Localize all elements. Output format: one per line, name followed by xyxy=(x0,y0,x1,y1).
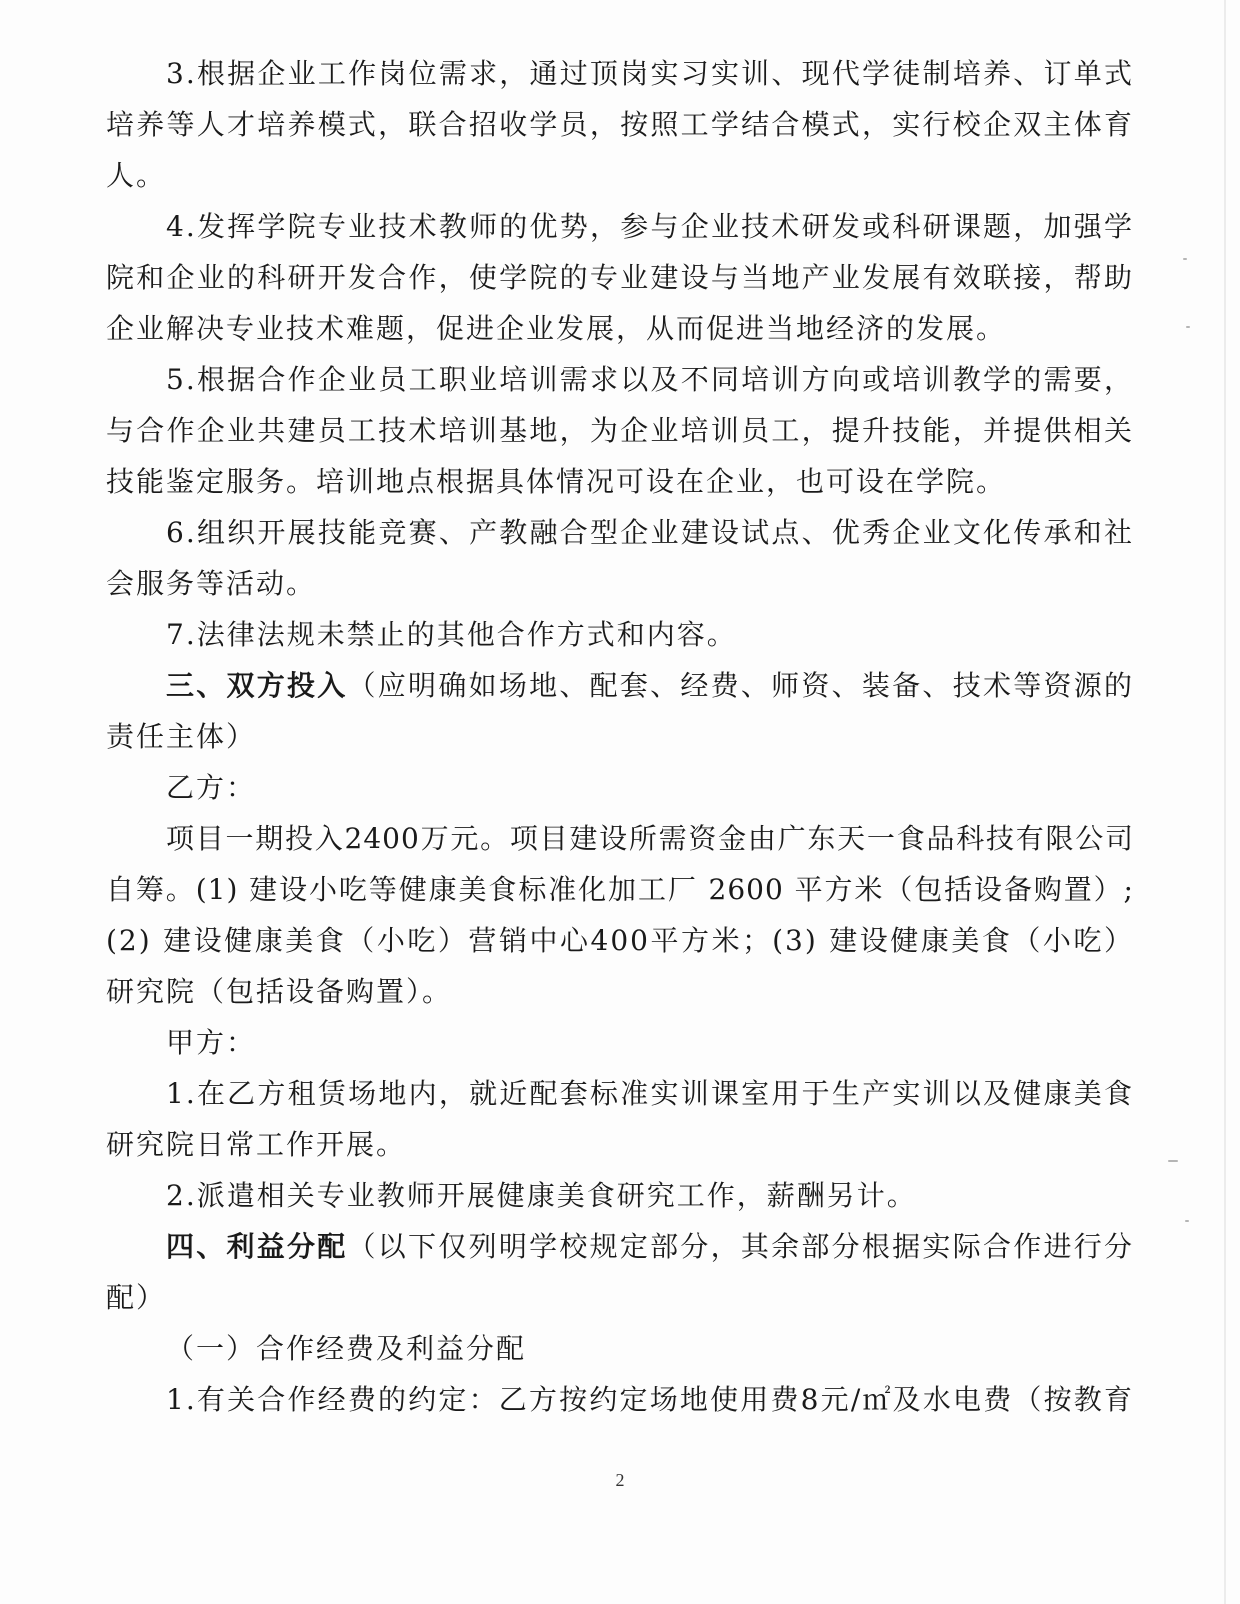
text-line xyxy=(106,303,1134,354)
scan-speck xyxy=(1185,1220,1189,1222)
text-line xyxy=(106,150,1134,201)
line-text: 院和企业的科研开发合作，使学院的专业建设与当地产业发展有效联接，帮助 xyxy=(106,261,1134,294)
text-line xyxy=(106,609,1134,660)
line-text: 2.派遣相关专业教师开展健康美食研究工作，薪酬另计。 xyxy=(166,1179,917,1212)
line-text: （以下仅列明学校规定部分，其余部分根据实际合作进行分 xyxy=(347,1230,1134,1263)
section-heading-line xyxy=(106,1221,1134,1272)
line-text: 企业解决专业技术难题，促进企业发展，从而促进当地经济的发展。 xyxy=(106,312,1007,345)
text-line xyxy=(106,1170,1134,1221)
line-text: 培养等人才培养模式，联合招收学员，按照工学结合模式，实行校企双主体育 xyxy=(106,108,1134,141)
text-line xyxy=(106,99,1134,150)
text-line xyxy=(106,252,1134,303)
text-line xyxy=(106,1017,1134,1068)
text-line xyxy=(106,1068,1134,1119)
text-line xyxy=(106,1323,1134,1374)
line-text: 与合作企业共建员工技术培训基地，为企业培训员工，提升技能，并提供相关 xyxy=(106,414,1134,447)
line-text: 配） xyxy=(106,1281,167,1314)
section-heading: 三、双方投入 xyxy=(166,669,348,702)
text-line xyxy=(106,405,1134,456)
section-heading: 四、利益分配 xyxy=(166,1230,348,1263)
line-text: 7.法律法规未禁止的其他合作方式和内容。 xyxy=(166,618,737,651)
line-text: 人。 xyxy=(106,159,167,192)
document-body xyxy=(106,48,1134,1425)
text-line xyxy=(106,762,1134,813)
line-text: 自筹。(1) 建设小吃等健康美食标准化加工厂 2600 平方米（包括设备购置）; xyxy=(106,873,1134,906)
section-heading-line xyxy=(106,660,1134,711)
text-line xyxy=(106,915,1134,966)
text-line xyxy=(106,864,1134,915)
line-text: 技能鉴定服务。培训地点根据具体情况可设在企业，也可设在学院。 xyxy=(106,465,1007,498)
line-text: 研究院日常工作开展。 xyxy=(106,1128,407,1161)
text-line xyxy=(106,711,1134,762)
line-text: （应明确如场地、配套、经费、师资、装备、技术等资源的 xyxy=(347,669,1134,702)
page-edge-shadow xyxy=(1224,0,1226,1604)
line-text: 项目一期投入2400万元。项目建设所需资金由广东天一食品科技有限公司 xyxy=(166,822,1134,855)
text-line xyxy=(106,558,1134,609)
line-text: 会服务等活动。 xyxy=(106,567,317,600)
text-line xyxy=(106,201,1134,252)
line-text: 4.发挥学院专业技术教师的优势，参与企业技术研发或科研课题，加强学 xyxy=(166,210,1134,243)
line-text: 责任主体） xyxy=(106,720,257,753)
line-text: 1.在乙方租赁场地内，就近配套标准实训课室用于生产实训以及健康美食 xyxy=(166,1077,1134,1110)
line-text: 3.根据企业工作岗位需求，通过顶岗实习实训、现代学徒制培养、订单式 xyxy=(166,57,1134,90)
scan-speck xyxy=(1168,1160,1178,1162)
text-line xyxy=(106,507,1134,558)
text-line xyxy=(106,813,1134,864)
text-line xyxy=(106,456,1134,507)
line-text: （一）合作经费及利益分配 xyxy=(166,1332,527,1365)
line-text: 6.组织开展技能竞赛、产教融合型企业建设试点、优秀企业文化传承和社 xyxy=(166,516,1134,549)
line-text: (2) 建设健康美食（小吃）营销中心400平方米；(3) 建设健康美食（小吃） xyxy=(106,924,1134,957)
line-text: 1.有关合作经费的约定：乙方按约定场地使用费8元/㎡及水电费（按教育 xyxy=(166,1383,1134,1416)
text-line xyxy=(106,1374,1134,1425)
line-text: 乙方： xyxy=(166,771,257,804)
text-line xyxy=(106,966,1134,1017)
text-line xyxy=(106,1119,1134,1170)
line-text: 5.根据合作企业员工职业培训需求以及不同培训方向或培训教学的需要， xyxy=(166,363,1134,396)
text-line xyxy=(106,1272,1134,1323)
text-line xyxy=(106,354,1134,405)
scan-speck xyxy=(1186,326,1190,328)
scan-speck xyxy=(1183,258,1187,260)
text-line xyxy=(106,48,1134,99)
page-number: 2 xyxy=(615,1470,625,1490)
line-text: 研究院（包括设备购置）。 xyxy=(106,975,453,1008)
line-text: 甲方： xyxy=(166,1026,257,1059)
